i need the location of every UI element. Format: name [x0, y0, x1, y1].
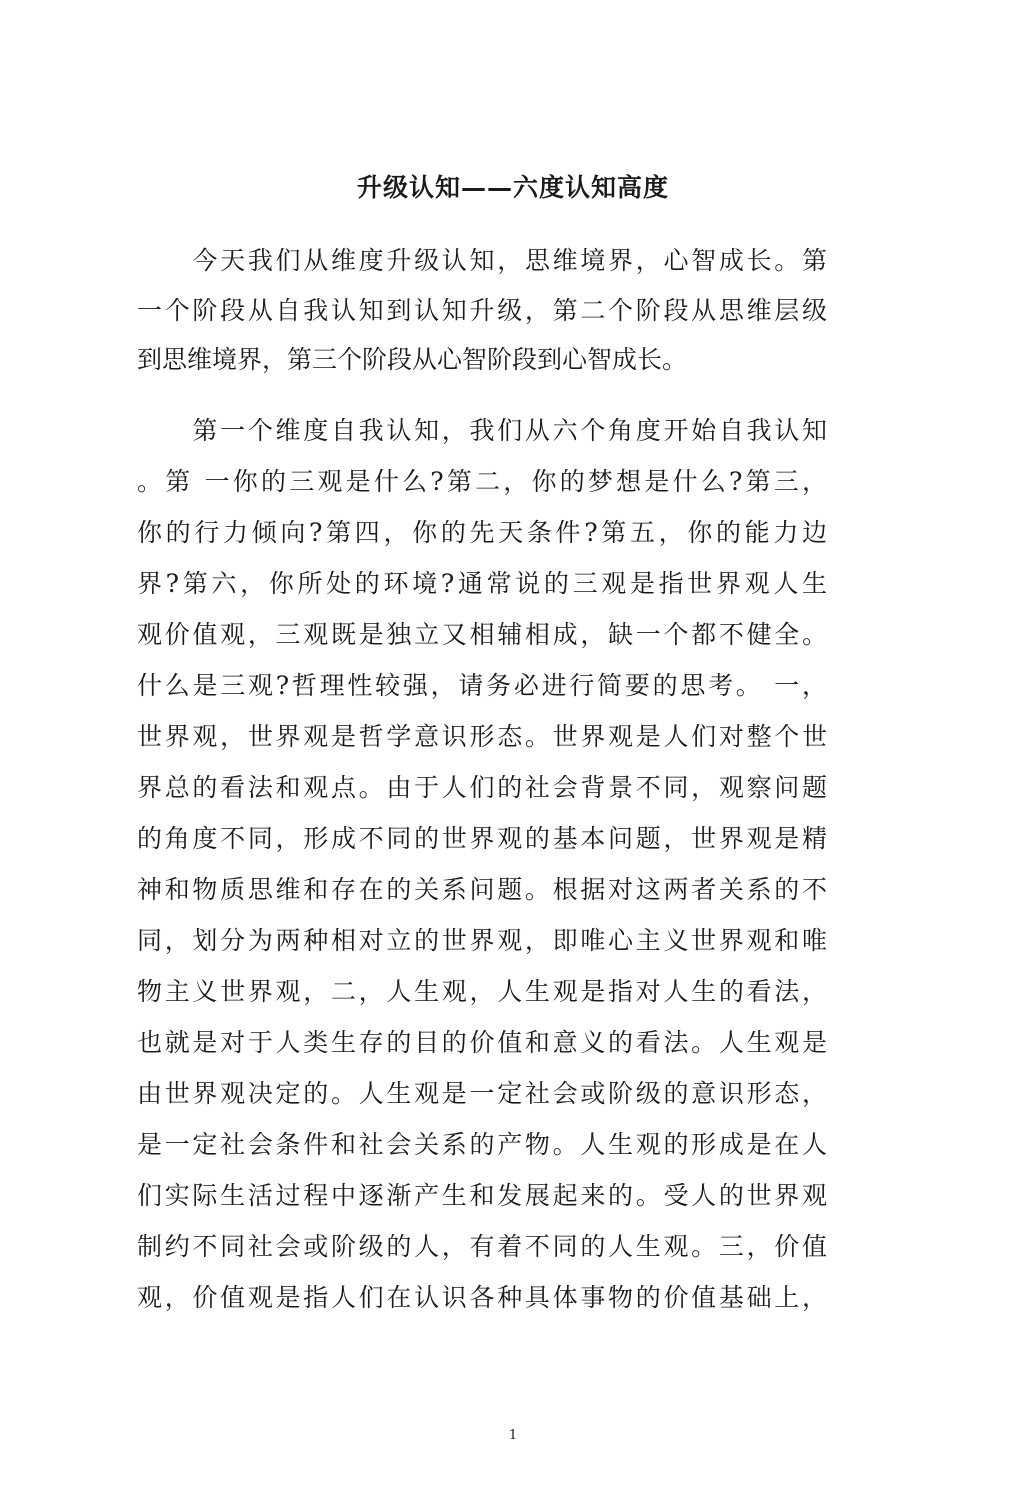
paragraph-2-line-2: 。第 一你的三观是什么?第二，你的梦想是什么?第三，: [137, 467, 827, 496]
paragraph-2-line-12: 物主义世界观，二，人生观，人生观是指对人生的看法，: [137, 977, 827, 1006]
paragraph-2-line-14: 由世界观决定的。人生观是一定社会或阶级的意识形态，: [137, 1079, 827, 1108]
paragraph-2-line-4: 界?第六，你所处的环境?通常说的三观是指世界观人生: [137, 569, 827, 598]
paragraph-2-line-5: 观价值观，三观既是独立又相辅相成，缺一个都不健全。: [137, 620, 827, 649]
paragraph-1-line-3: 到思维境界，第三个阶段从心智阶段到心智成长。: [137, 345, 688, 374]
paragraph-2-line-13: 也就是对于人类生存的目的价值和意义的看法。人生观是: [137, 1028, 827, 1057]
paragraph-2-line-17: 制约不同社会或阶级的人，有着不同的人生观。三，价值: [137, 1232, 827, 1261]
paragraph-2-line-18: 观，价值观是指人们在认识各种具体事物的价值基础上，: [137, 1283, 827, 1312]
document-title: 升级认知——六度认知高度: [356, 173, 669, 202]
paragraph-1-line-2: 一个阶段从自我认知到认知升级，第二个阶段从思维层级: [137, 296, 827, 325]
paragraph-2-line-9: 的角度不同，形成不同的世界观的基本问题，世界观是精: [137, 824, 827, 853]
paragraph-2-line-16: 们实际生活过程中逐渐产生和发展起来的。受人的世界观: [137, 1181, 827, 1210]
paragraph-2-line-7: 世界观，世界观是哲学意识形态。世界观是人们对整个世: [137, 722, 827, 751]
paragraph-2-line-3: 你的行力倾向?第四，你的先天条件?第五，你的能力边: [137, 518, 827, 547]
paragraph-2-line-8: 界总的看法和观点。由于人们的社会背景不同，观察问题: [137, 773, 827, 802]
paragraph-2-line-1: 第一个维度自我认知，我们从六个角度开始自我认知: [137, 416, 827, 445]
paragraph-2-line-6: 什么是三观?哲理性较强，请务必进行简要的思考。 一，: [137, 671, 827, 700]
paragraph-2-line-11: 同，划分为两种相对立的世界观，即唯心主义世界观和唯: [137, 926, 827, 955]
page-number: 1: [508, 1428, 518, 1443]
paragraph-2-line-10: 神和物质思维和存在的关系问题。根据对这两者关系的不: [137, 875, 827, 904]
paragraph-2-line-15: 是一定社会条件和社会关系的产物。人生观的形成是在人: [137, 1130, 827, 1159]
paragraph-1-line-1: 今天我们从维度升级认知，思维境界，心智成长。第: [137, 246, 827, 275]
